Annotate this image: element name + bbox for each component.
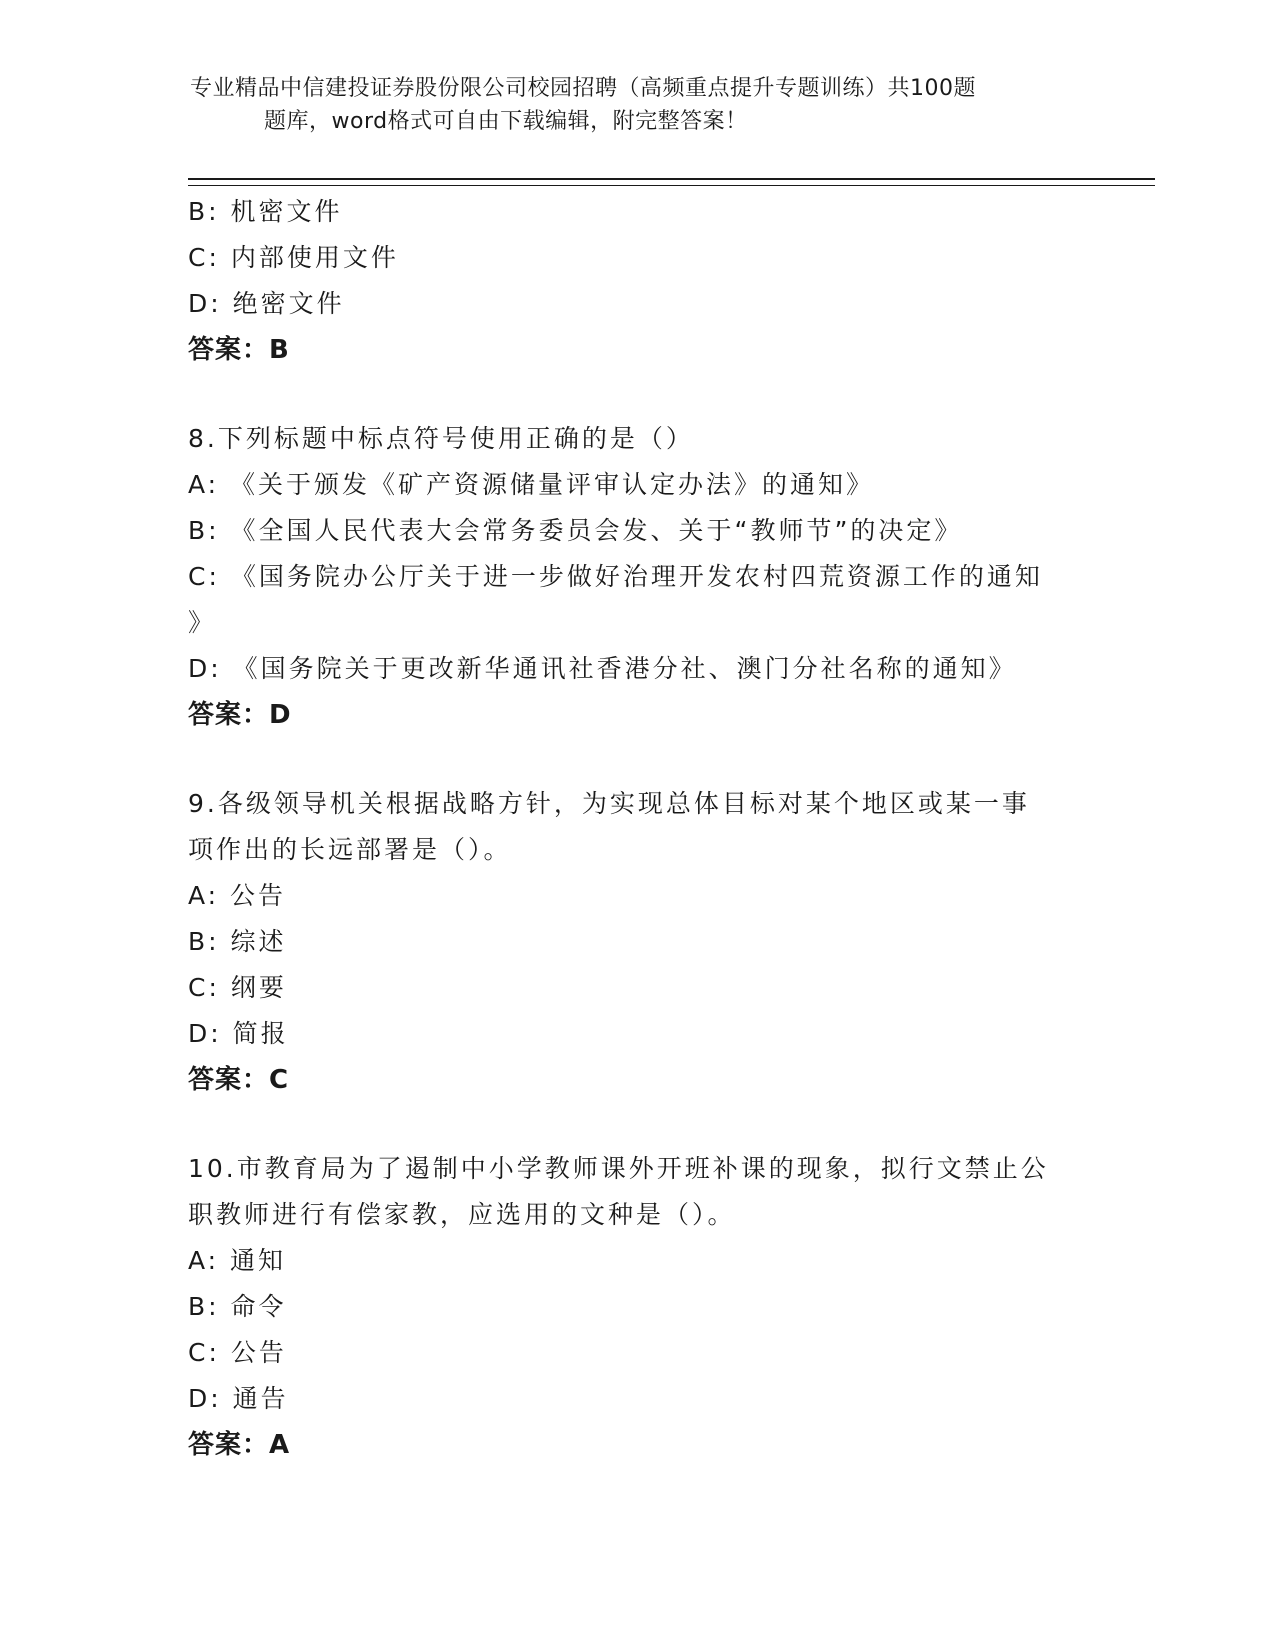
option-d: D: 通告 <box>188 1384 289 1413</box>
question-stem-continued: 职教师进行有偿家教，应选用的文种是（）。 <box>188 1200 736 1229</box>
answer-line: 答案：D <box>188 700 292 730</box>
question-7-tail <box>188 189 1088 373</box>
question-stem: 10.市教育局为了遏制中小学教师课外开班补课的现象，拟行文禁止公 <box>188 1154 1049 1183</box>
option-a: A: 通知 <box>188 1246 287 1275</box>
question-9 <box>188 781 1088 1103</box>
question-stem: 9.各级领导机关根据战略方针，为实现总体目标对某个地区或某一事 <box>188 789 1030 818</box>
document-body <box>188 189 1088 1468</box>
option-c: C: 内部使用文件 <box>188 243 399 272</box>
answer-line: 答案：A <box>188 1430 291 1460</box>
option-c: C: 纲要 <box>188 973 287 1002</box>
question-stem-continued: 项作出的长远部署是（）。 <box>188 835 512 864</box>
option-c: C: 公告 <box>188 1338 287 1367</box>
option-b: B: 《全国人民代表大会常务委员会发、关于“教师节”的决定》 <box>188 516 963 545</box>
header-title-line-2: 题库，word格式可自由下载编辑，附完整答案！ <box>264 109 748 134</box>
question-10 <box>188 1146 1088 1468</box>
option-b: B: 综述 <box>188 927 287 956</box>
answer-line: 答案：C <box>188 1065 290 1095</box>
header-divider <box>188 178 1155 186</box>
option-a: A: 公告 <box>188 881 287 910</box>
answer-line: 答案：B <box>188 335 290 365</box>
document-header <box>190 72 1070 138</box>
question-8 <box>188 416 1088 738</box>
question-stem: 8.下列标题中标点符号使用正确的是（） <box>188 424 694 453</box>
header-title-line-1: 专业精品中信建投证券股份限公司校园招聘（高频重点提升专题训练）共100题 <box>190 76 976 101</box>
option-d: D: 绝密文件 <box>188 289 345 318</box>
option-d: D: 《国务院关于更改新华通讯社香港分社、澳门分社名称的通知》 <box>188 654 1017 683</box>
option-d: D: 简报 <box>188 1019 289 1048</box>
option-c: C: 《国务院办公厅关于进一步做好治理开发农村四荒资源工作的通知 <box>188 562 1043 591</box>
option-b: B: 机密文件 <box>188 197 343 226</box>
option-a: A: 《关于颁发《矿产资源储量评审认定办法》的通知》 <box>188 470 875 499</box>
option-b: B: 命令 <box>188 1292 287 1321</box>
option-c-continued: 》 <box>188 608 217 637</box>
